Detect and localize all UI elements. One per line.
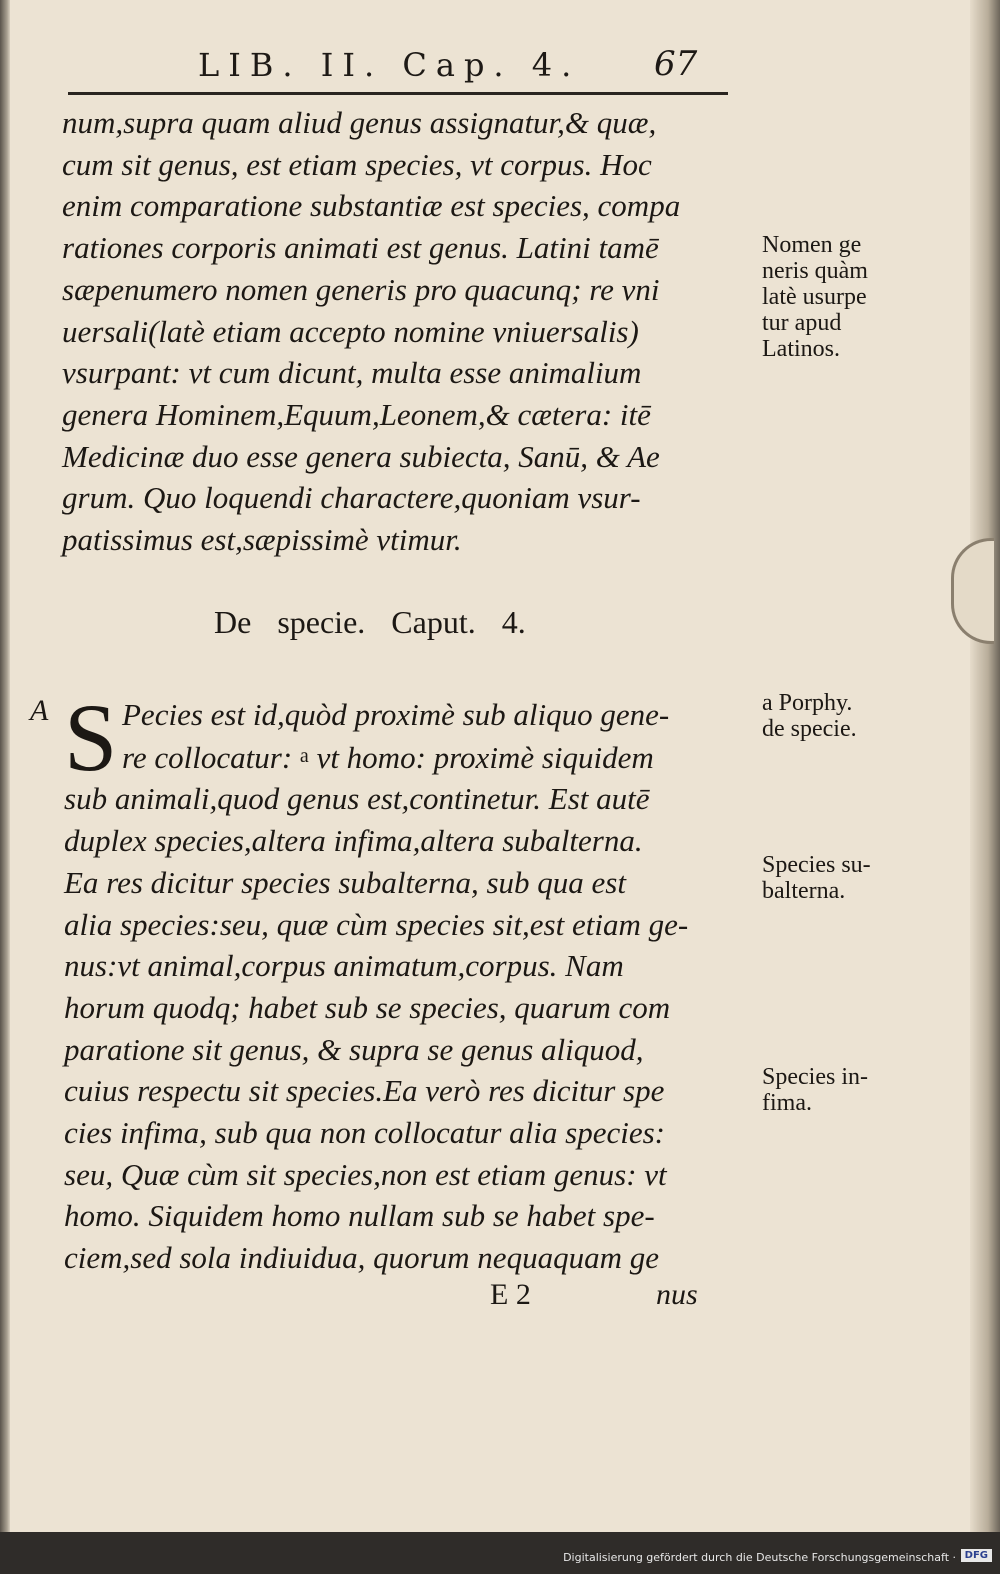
text-line: homo. Siquidem homo nullam sub se habet spe- xyxy=(64,1198,655,1234)
margin-note-line: a Porphy. xyxy=(762,690,853,716)
page-right-edge xyxy=(970,0,1000,1574)
text-line: uersali(latè etiam accepto nomine vniuersalis) xyxy=(62,313,639,349)
text-line-start: re collocatur: xyxy=(122,739,300,775)
page-header xyxy=(68,46,728,95)
dropcap-marker: A xyxy=(30,694,49,727)
page-number: 67 xyxy=(654,44,698,84)
margin-note-line: Species in- xyxy=(762,1064,868,1090)
text-line: paratione sit genus, & supra se genus aliquod, xyxy=(64,1031,644,1067)
margin-note-species-infima xyxy=(762,1064,922,1116)
text-line: vsurpant: vt cum dicunt, multa esse animalium xyxy=(62,355,642,391)
margin-note-nomen-generis xyxy=(762,232,922,362)
text-line: horum quodq; habet sub se species, quarum com xyxy=(64,989,671,1025)
margin-note-species-subalterna xyxy=(762,852,922,904)
text-line: Pecies est id,quòd proximè sub aliquo gene- xyxy=(122,697,670,732)
running-head: LIB. II. Cap. 4. xyxy=(198,46,581,84)
margin-note-line: balterna. xyxy=(762,878,846,904)
margin-note-line: tur apud xyxy=(762,310,842,336)
text-line: grum. Quo loquendi charactere,quoniam vsur- xyxy=(62,480,641,516)
text-line: Medicinæ duo esse genera subiecta, Sanū, & Ae xyxy=(62,438,660,474)
margin-note-line: neris quàm xyxy=(762,258,868,284)
text-line: genera Hominem,Equum,Leonem,& cætera: itē xyxy=(62,396,651,432)
text-line: enim comparatione substantiæ est species, compa xyxy=(62,188,681,224)
footer-credit: Digitalisierung gefördert durch die Deutsche Forschungsgemeinschaft · xyxy=(563,1551,956,1564)
text-line: Ea res dicitur species subalterna, sub qua est xyxy=(64,864,626,900)
text-line-rest: vt homo: proximè siquidem xyxy=(308,739,654,775)
signature-mark: E 2 xyxy=(490,1278,531,1311)
text-block-1 xyxy=(62,102,752,561)
chapter-heading: De specie. Caput. 4. xyxy=(214,604,526,640)
text-line: cies infima, sub qua non collocatur alia species: xyxy=(64,1115,665,1151)
margin-note-line: Nomen ge xyxy=(762,232,862,258)
margin-note-porphyry xyxy=(762,690,922,742)
text-line: nus:vt animal,corpus animatum,corpus. Nam xyxy=(64,948,624,984)
margin-note-line: fima. xyxy=(762,1090,812,1116)
dfg-logo: DFG xyxy=(961,1549,992,1562)
margin-note-line: latè usurpe xyxy=(762,284,867,310)
text-line: num,supra quam aliud genus assignatur,& quæ, xyxy=(62,105,657,140)
catchword: nus xyxy=(656,1278,698,1311)
dropcap-letter: S xyxy=(64,684,118,791)
text-line: alia species:seu, quæ cùm species sit,est etiam ge- xyxy=(64,906,689,942)
text-line: ciem,sed sola indiuidua, quorum nequaquam ge xyxy=(64,1240,659,1276)
text-line: sæpenumero nomen generis pro quacunq; re vni xyxy=(62,271,660,307)
margin-note-line: Latinos. xyxy=(762,336,840,362)
text-block-2 xyxy=(64,694,754,1279)
text-line xyxy=(64,736,754,779)
text-line: rationes corporis animati est genus. Latini tamē xyxy=(62,230,659,266)
text-line: seu, Quæ cùm sit species,non est etiam genus: vt xyxy=(64,1156,667,1192)
text-line: duplex species,altera infima,altera subalterna. xyxy=(64,823,643,859)
text-line: sub animali,quod genus est,continetur. Est autē xyxy=(64,781,650,817)
text-line: cuius respectu sit species.Ea verò res dicitur spe xyxy=(64,1073,665,1109)
text-line: patissimus est,sæpissimè vtimur. xyxy=(62,522,462,558)
footnote-ref: a xyxy=(299,744,309,767)
margin-note-line: de specie. xyxy=(762,716,857,742)
page-tab xyxy=(951,538,994,644)
margin-note-line: Species su- xyxy=(762,852,871,878)
page-left-edge xyxy=(0,0,10,1574)
text-line: cum sit genus, est etiam species, vt corpus. Hoc xyxy=(62,146,652,182)
